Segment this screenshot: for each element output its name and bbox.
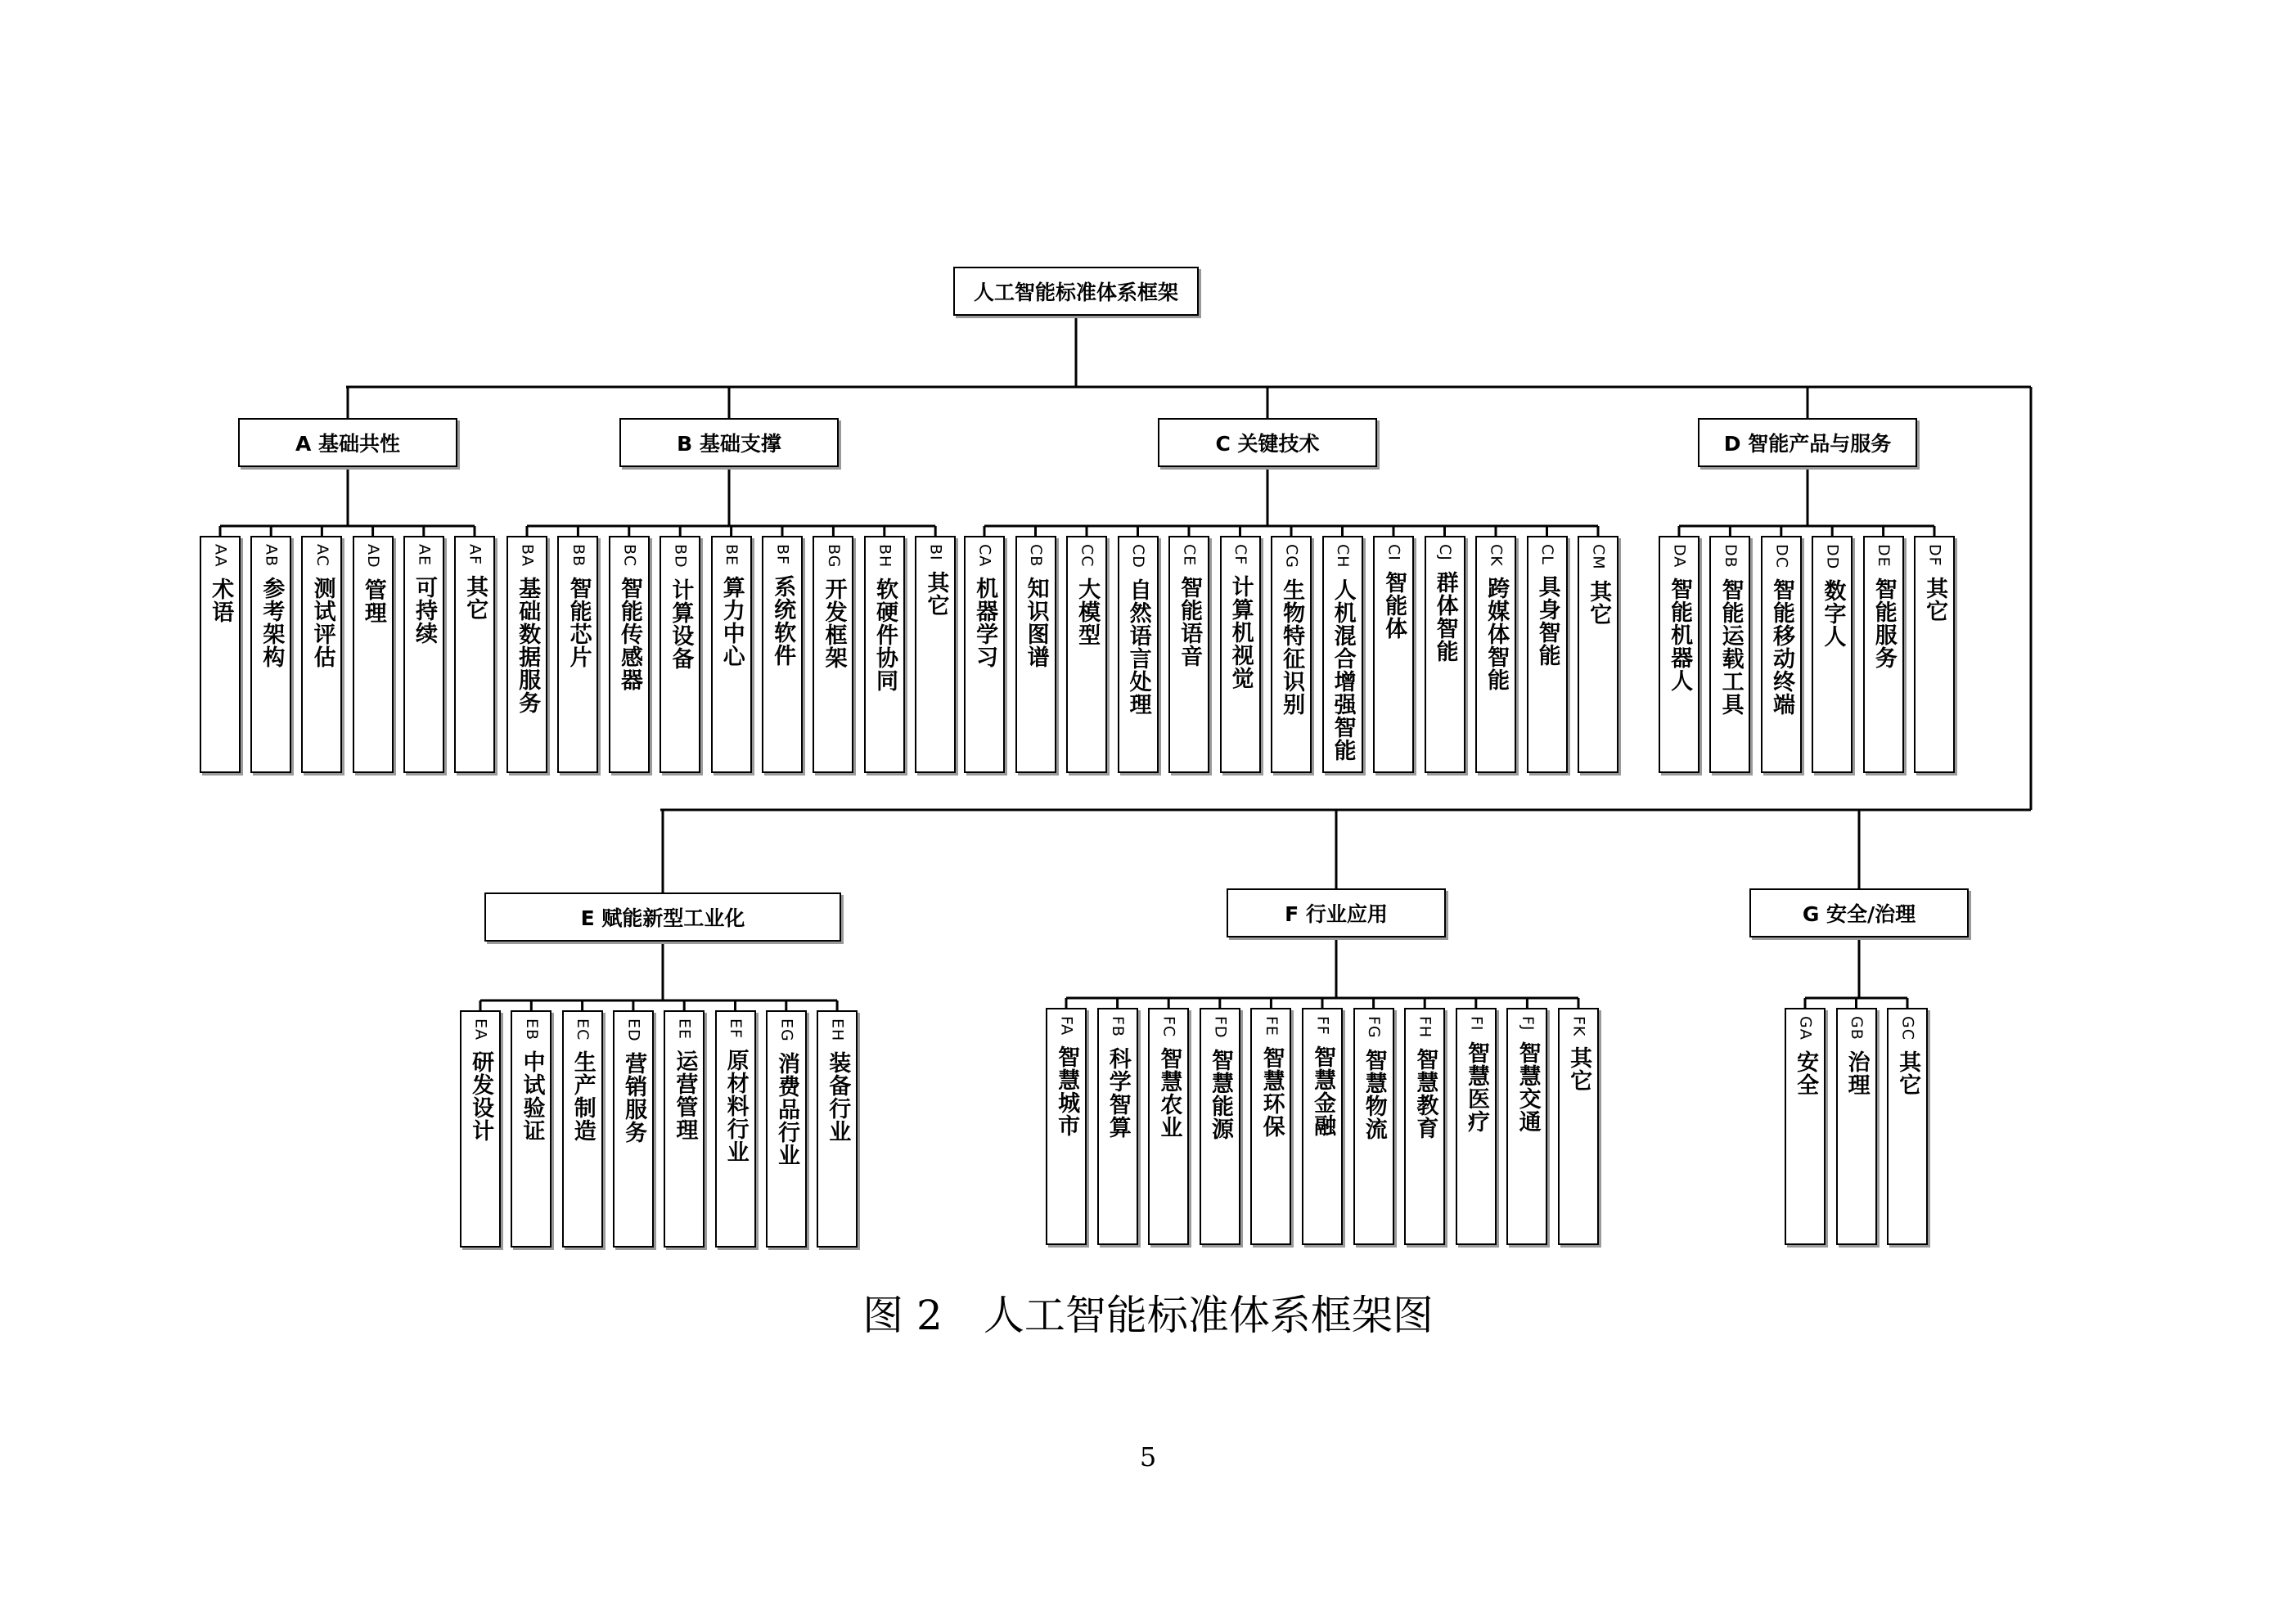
standard-item-af <box>454 536 495 773</box>
item-name: 消费品行业 <box>773 1051 799 1167</box>
item-name: 数字人 <box>1820 579 1846 649</box>
group-c <box>1158 418 1377 467</box>
standard-item-ca <box>964 536 1005 773</box>
item-name: 生产制造 <box>569 1050 596 1143</box>
item-code: EE <box>675 1018 694 1041</box>
item-code: CC <box>1078 544 1096 568</box>
item-name: 其它 <box>1922 576 1948 623</box>
standard-item-fj <box>1506 1008 1547 1245</box>
standard-item-ed <box>613 1010 654 1248</box>
item-code: AA <box>211 544 230 568</box>
item-name: 智慧交通 <box>1515 1041 1541 1133</box>
item-code: EH <box>828 1018 847 1042</box>
item-name: 智慧金融 <box>1310 1045 1336 1137</box>
standard-item-eg <box>766 1010 807 1248</box>
standard-item-ck <box>1475 536 1516 773</box>
standard-item-cg <box>1271 536 1312 773</box>
item-code: FF <box>1313 1016 1332 1036</box>
item-code: FC <box>1159 1016 1178 1038</box>
standard-item-bd <box>660 536 700 773</box>
item-name: 机器学习 <box>972 577 998 669</box>
item-code: DF <box>1925 544 1944 567</box>
item-code: CL <box>1538 544 1556 565</box>
item-code: BG <box>824 544 843 569</box>
item-code: BI <box>926 544 945 561</box>
item-name: 智能运载工具 <box>1717 578 1744 716</box>
standard-item-dd <box>1812 536 1853 773</box>
item-code: FH <box>1416 1016 1434 1039</box>
standard-item-cb <box>1015 536 1056 773</box>
standard-item-bc <box>609 536 650 773</box>
standard-item-gc <box>1887 1008 1928 1245</box>
item-code: CK <box>1487 544 1506 567</box>
standard-item-ab <box>250 536 291 773</box>
item-code: DD <box>1823 544 1842 570</box>
standard-item-cm <box>1578 536 1618 773</box>
standard-item-ef <box>715 1010 756 1248</box>
item-code: DA <box>1670 544 1689 569</box>
standard-item-bb <box>557 536 598 773</box>
standard-item-ea <box>460 1010 501 1248</box>
item-name: 运营管理 <box>672 1050 698 1142</box>
standard-item-ga <box>1785 1008 1826 1245</box>
standard-item-fg <box>1353 1008 1394 1245</box>
item-name: 知识图谱 <box>1023 577 1049 669</box>
item-code: FE <box>1262 1016 1281 1036</box>
item-code: AB <box>262 544 281 568</box>
standard-item-eh <box>817 1010 858 1248</box>
item-name: 智能体 <box>1381 570 1407 640</box>
standard-item-df <box>1914 536 1955 773</box>
standard-item-ci <box>1373 536 1414 773</box>
item-name: 其它 <box>923 570 949 617</box>
item-code: BF <box>773 544 792 565</box>
item-name: 开发框架 <box>821 578 847 670</box>
item-name: 大模型 <box>1074 577 1101 646</box>
standard-item-fe <box>1250 1008 1291 1245</box>
standard-item-cj <box>1425 536 1465 773</box>
standard-item-ba <box>506 536 547 773</box>
standard-item-bi <box>915 536 956 773</box>
standard-item-ee <box>664 1010 705 1248</box>
item-code: BH <box>876 544 894 569</box>
item-name: 测试评估 <box>309 576 335 668</box>
group-label: G 安全/治理 <box>1802 902 1916 926</box>
item-code: EG <box>777 1018 796 1042</box>
standard-item-gb <box>1836 1008 1877 1245</box>
item-name: 智慧医疗 <box>1463 1041 1489 1133</box>
standard-item-fk <box>1558 1008 1599 1245</box>
item-name: 营销服务 <box>621 1051 647 1144</box>
item-name: 术语 <box>208 577 234 623</box>
item-code: FG <box>1365 1016 1384 1039</box>
item-code: BD <box>671 544 690 569</box>
standard-item-fb <box>1097 1008 1138 1245</box>
group-label: A 基础共性 <box>295 432 401 456</box>
item-code: CF <box>1231 544 1249 566</box>
item-code: AD <box>364 544 383 569</box>
item-name: 智能传感器 <box>616 576 642 691</box>
item-name: 生物特征识别 <box>1279 578 1305 716</box>
group-label: B 基础支撑 <box>677 432 781 456</box>
item-name: 智能移动终端 <box>1768 578 1794 716</box>
item-code: GA <box>1796 1016 1815 1041</box>
item-name: 治理 <box>1844 1050 1870 1096</box>
item-name: 智慧城市 <box>1054 1045 1080 1138</box>
item-name: 具身智能 <box>1534 574 1560 667</box>
item-code: BE <box>723 544 741 567</box>
item-code: CG <box>1282 544 1301 569</box>
item-code: DC <box>1772 544 1791 569</box>
standard-item-ad <box>353 536 394 773</box>
group-label: E 赋能新型工业化 <box>580 906 745 930</box>
item-name: 算力中心 <box>718 576 745 668</box>
standard-item-cl <box>1527 536 1568 773</box>
item-code: FD <box>1211 1016 1230 1039</box>
item-name: 系统软件 <box>770 574 796 667</box>
item-code: CI <box>1384 544 1403 561</box>
item-name: 智慧物流 <box>1361 1048 1387 1140</box>
item-name: 其它 <box>1586 579 1612 626</box>
item-name: 研发设计 <box>468 1050 494 1143</box>
item-code: FJ <box>1518 1016 1537 1032</box>
item-code: CM <box>1589 544 1608 570</box>
item-code: FI <box>1467 1016 1486 1032</box>
item-code: CA <box>975 544 994 568</box>
group-label: F 行业应用 <box>1285 902 1388 926</box>
group-a <box>238 418 457 467</box>
group-g <box>1749 888 1969 937</box>
item-name: 计算机视觉 <box>1227 575 1254 690</box>
item-code: CB <box>1027 544 1045 568</box>
standard-item-eb <box>511 1010 551 1248</box>
standard-item-bf <box>762 536 803 773</box>
standard-item-cd <box>1118 536 1159 773</box>
item-name: 可持续 <box>411 576 437 645</box>
item-name: 智能机器人 <box>1667 578 1693 693</box>
item-code: BB <box>569 544 588 568</box>
standard-item-ae <box>403 536 444 773</box>
item-name: 计算设备 <box>668 578 694 670</box>
group-e <box>484 892 841 942</box>
standard-item-ch <box>1322 536 1363 773</box>
item-name: 群体智能 <box>1432 570 1458 663</box>
group-f <box>1227 888 1446 937</box>
item-code: FK <box>1569 1016 1588 1037</box>
standard-item-aa <box>200 536 241 773</box>
root-label: 人工智能标准体系框架 <box>973 281 1178 304</box>
standard-item-fh <box>1404 1008 1445 1245</box>
item-code: AF <box>466 544 484 565</box>
item-code: GB <box>1848 1016 1866 1041</box>
standard-item-ce <box>1168 536 1209 773</box>
item-code: EB <box>522 1018 541 1041</box>
standard-item-be <box>711 536 752 773</box>
item-name: 装备行业 <box>825 1051 851 1144</box>
item-name: 管理 <box>360 578 386 624</box>
item-code: BC <box>620 544 639 567</box>
item-code: DB <box>1721 544 1740 569</box>
standard-item-fc <box>1148 1008 1189 1245</box>
item-code: CJ <box>1436 544 1454 561</box>
standard-item-ff <box>1302 1008 1343 1245</box>
standard-item-ec <box>562 1010 603 1248</box>
figure-caption: 图 2 人工智能标准体系框架图 <box>862 1292 1434 1339</box>
item-name: 其它 <box>1895 1050 1921 1096</box>
item-code: GC <box>1898 1016 1917 1041</box>
item-name: 智慧能源 <box>1207 1048 1233 1140</box>
item-name: 中试验证 <box>519 1050 545 1143</box>
standard-item-de <box>1863 536 1904 773</box>
item-name: 智慧教育 <box>1412 1048 1438 1140</box>
item-name: 自然语言处理 <box>1125 578 1151 716</box>
item-name: 原材料行业 <box>723 1048 749 1163</box>
item-code: EC <box>574 1018 592 1041</box>
item-code: CD <box>1129 544 1147 569</box>
item-name: 智能芯片 <box>565 577 592 669</box>
item-name: 智能服务 <box>1871 577 1897 669</box>
standard-item-cc <box>1066 536 1107 773</box>
item-code: FB <box>1109 1016 1128 1037</box>
item-code: EA <box>471 1018 490 1041</box>
item-name: 智能语音 <box>1177 576 1203 668</box>
item-name: 跨媒体智能 <box>1483 576 1510 691</box>
item-name: 其它 <box>1566 1046 1592 1093</box>
item-name: 参考架构 <box>259 577 285 669</box>
group-d <box>1698 418 1917 467</box>
item-name: 智慧环保 <box>1258 1045 1285 1138</box>
item-name: 软硬件协同 <box>871 578 898 693</box>
standard-item-da <box>1659 536 1699 773</box>
item-code: CE <box>1180 544 1199 567</box>
page-number: 5 <box>1139 1441 1157 1472</box>
item-code: AE <box>415 544 434 567</box>
standard-item-ac <box>301 536 342 773</box>
item-code: ED <box>624 1018 643 1042</box>
item-code: DE <box>1875 544 1893 568</box>
item-code: EF <box>727 1018 745 1039</box>
standard-item-bh <box>864 536 905 773</box>
standard-item-bg <box>813 536 853 773</box>
group-label: C 关键技术 <box>1215 432 1320 456</box>
item-code: AC <box>313 544 331 567</box>
item-name: 科学智算 <box>1105 1046 1131 1139</box>
item-code: BA <box>518 544 537 568</box>
standard-item-fi <box>1456 1008 1497 1245</box>
standard-item-db <box>1709 536 1750 773</box>
item-code: FA <box>1057 1016 1076 1036</box>
item-code: CH <box>1334 544 1352 569</box>
standard-item-fd <box>1200 1008 1240 1245</box>
item-name: 安全 <box>1793 1050 1819 1096</box>
group-label: D 智能产品与服务 <box>1723 432 1892 456</box>
item-name: 其它 <box>462 574 488 621</box>
standard-item-dc <box>1761 536 1802 773</box>
group-b <box>619 418 839 467</box>
root-node <box>953 267 1199 316</box>
standard-item-fa <box>1046 1008 1087 1245</box>
standard-item-cf <box>1220 536 1261 773</box>
item-name: 基础数据服务 <box>515 577 541 715</box>
item-name: 人机混合增强智能 <box>1330 578 1356 762</box>
item-name: 智慧农业 <box>1156 1047 1182 1140</box>
